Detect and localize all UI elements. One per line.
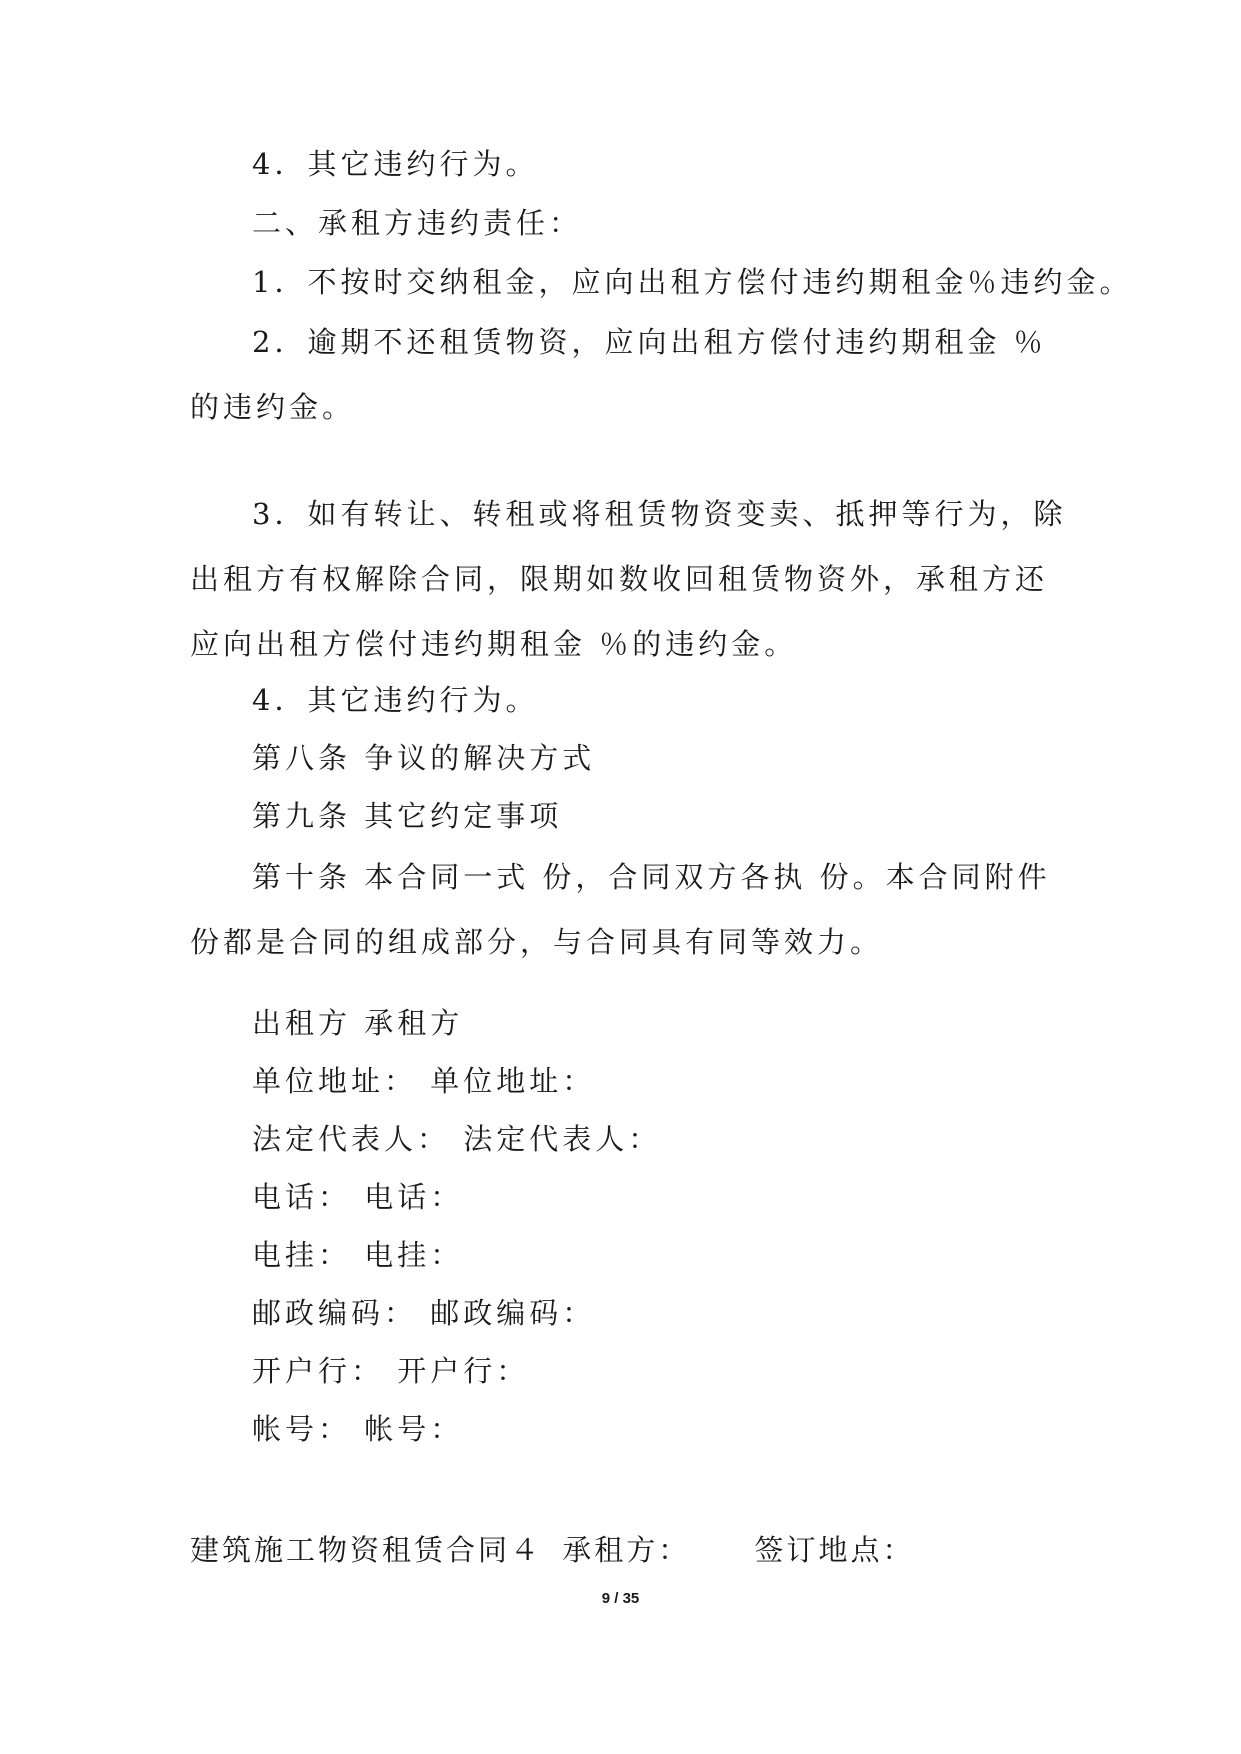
text-line: 第九条 其它约定事项	[252, 799, 563, 833]
text-line: 邮政编码： 邮政编码：	[252, 1296, 596, 1330]
signing-place-label: 签订地点：	[754, 1533, 915, 1567]
text-line: 开户行： 开户行：	[252, 1354, 530, 1388]
text-line: 第八条 争议的解决方式	[252, 741, 596, 775]
paragraph: 2．逾期不还租赁物资，应向出租方偿付违约期租金 ％的违约金。	[190, 325, 1047, 424]
text-line: 4．其它违约行为。	[252, 683, 539, 717]
paragraph: 第十条 本合同一式 份，合同双方各执 份。本合同附件 份都是合同的组成部分，与合同具有同等效力。	[190, 860, 1051, 959]
text-line: 单位地址： 单位地址：	[252, 1064, 596, 1098]
text-line: 出租方 承租方	[252, 1006, 464, 1040]
paragraph: 3．如有转让、转租或将租赁物资变卖、抵押等行为，除出租方有权解除合同，限期如数收回租赁物资外，承租方还应向出租方偿付违约期租金 ％的违约金。	[190, 497, 1067, 661]
lessee-label: 承租方：	[562, 1533, 691, 1567]
document-footer-line	[190, 1530, 914, 1570]
page-number: 9 / 35	[601, 1590, 640, 1607]
text-line: 电话： 电话：	[252, 1180, 464, 1214]
text-line: 1．不按时交纳租金，应向出租方偿付违约期租金％违约金。	[252, 265, 1133, 299]
text-line: 法定代表人： 法定代表人：	[252, 1122, 662, 1156]
text-line: 帐号： 帐号：	[252, 1412, 464, 1446]
text-line: 4．其它违约行为。	[252, 147, 539, 181]
text-line: 二、承租方违约责任：	[252, 206, 583, 240]
contract-title: 建筑施工物资租赁合同４	[190, 1533, 543, 1567]
text-line: 电挂： 电挂：	[252, 1238, 464, 1272]
